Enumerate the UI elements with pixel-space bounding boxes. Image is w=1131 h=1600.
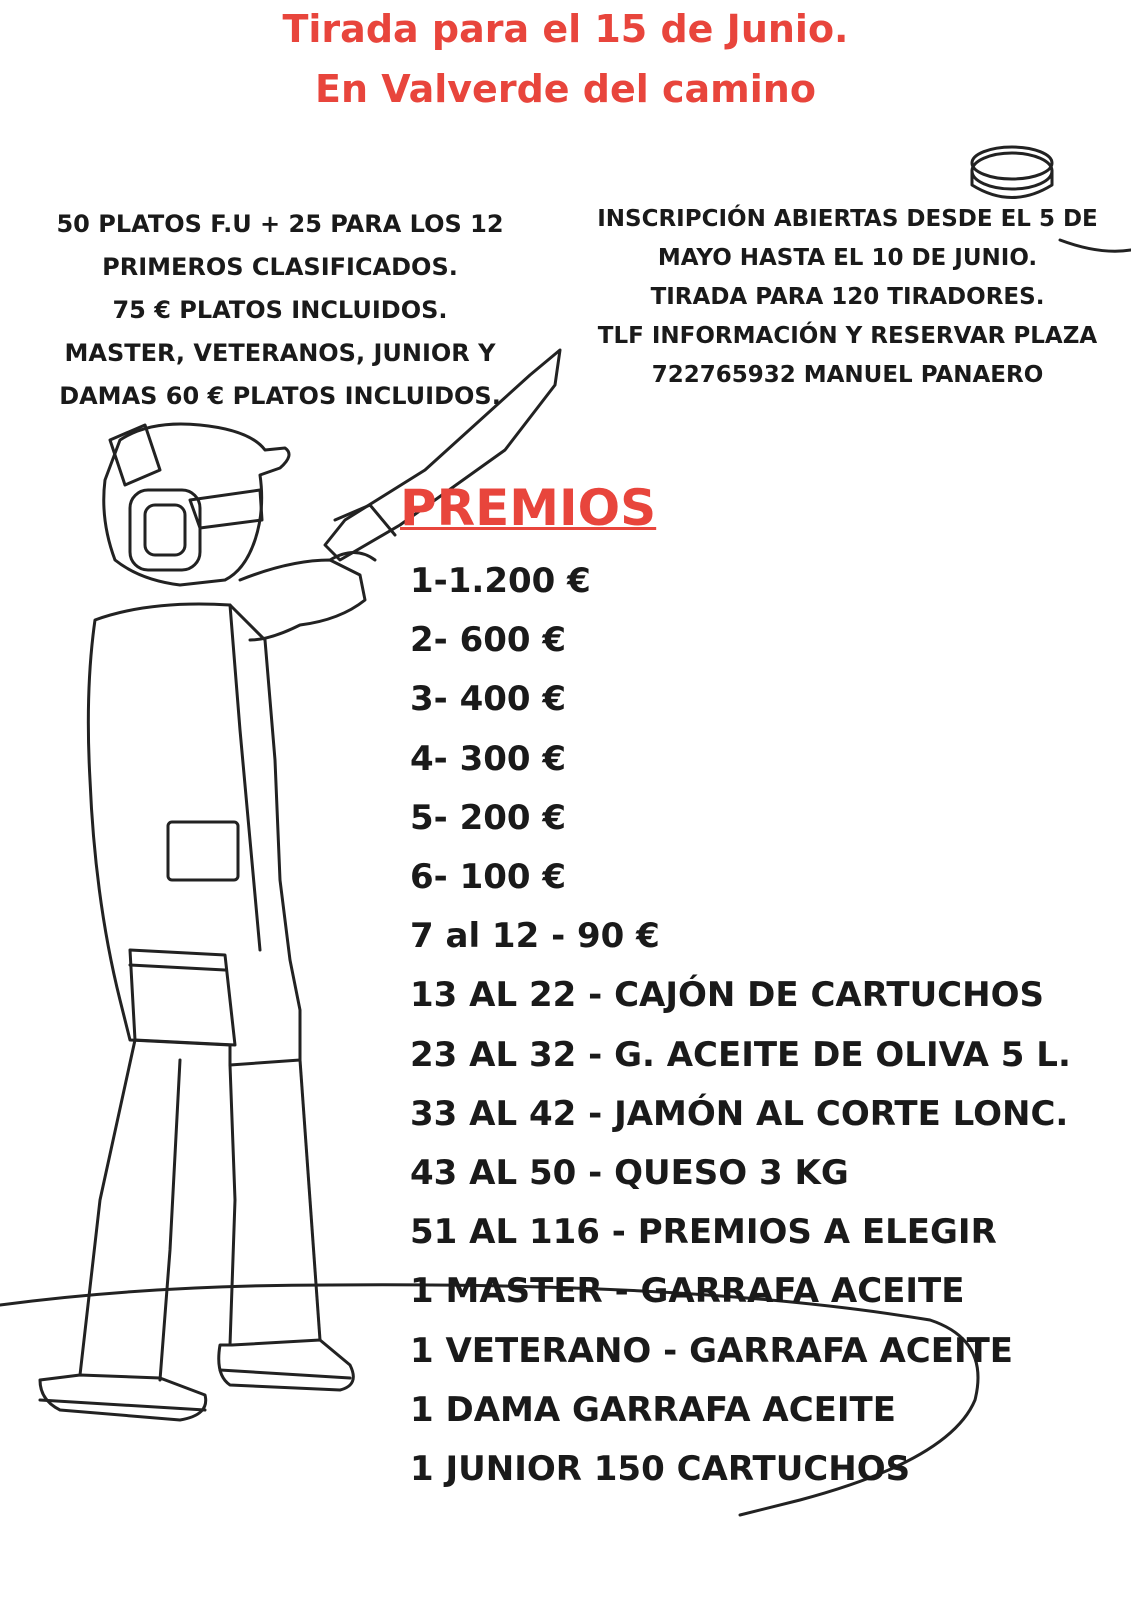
prize-item: 1 JUNIOR 150 CARTUCHOS [410, 1449, 911, 1490]
prize-item: 5- 200 € [410, 797, 567, 838]
title-line-1: Tirada para el 15 de Junio. [282, 7, 849, 51]
info-right-line: TLF INFORMACIÓN Y RESERVAR PLAZA [597, 323, 1098, 349]
info-right-line: INSCRIPCIÓN ABIERTAS DESDE EL 5 DE [597, 206, 1098, 232]
prize-item: 1 DAMA GARRAFA ACEITE [410, 1389, 896, 1430]
info-right-line: TIRADA PARA 120 TIRADORES. [650, 284, 1045, 310]
info-left-line: MASTER, VETERANOS, JUNIOR Y [64, 339, 496, 367]
info-left-line: PRIMEROS CLASIFICADOS. [102, 253, 458, 281]
prize-item: 1 MASTER - GARRAFA ACEITE [410, 1271, 965, 1312]
prize-item: 23 AL 32 - G. ACEITE DE OLIVA 5 L. [410, 1034, 1071, 1075]
prize-item: 33 AL 42 - JAMÓN AL CORTE LONC. [410, 1093, 1069, 1134]
info-right-line: 722765932 MANUEL PANAERO [651, 362, 1044, 388]
prize-item: 4- 300 € [410, 738, 567, 779]
title-line-2: En Valverde del camino [315, 67, 816, 111]
prize-list [410, 552, 1131, 1499]
prize-item: 7 al 12 - 90 € [410, 916, 660, 957]
info-left-block [10, 203, 550, 418]
info-right-block [570, 200, 1125, 395]
info-left-line: 75 € PLATOS INCLUIDOS. [112, 296, 448, 324]
prize-item: 51 AL 116 - PREMIOS A ELEGIR [410, 1212, 997, 1253]
premios-heading: PREMIOS [400, 479, 657, 537]
prize-item: 2- 600 € [410, 620, 567, 661]
prize-item: 43 AL 50 - QUESO 3 KG [410, 1153, 849, 1194]
info-left-line: 50 PLATOS F.U + 25 PARA LOS 12 [56, 210, 504, 238]
prize-item: 1 VETERANO - GARRAFA ACEITE [410, 1330, 1014, 1371]
prize-item: 6- 100 € [410, 857, 567, 898]
info-left-line: DAMAS 60 € PLATOS INCLUIDOS. [59, 382, 501, 410]
prize-item: 3- 400 € [410, 679, 567, 720]
prize-item: 1-1.200 € [410, 561, 591, 601]
info-right-line: MAYO HASTA EL 10 DE JUNIO. [657, 245, 1038, 271]
prize-item: 13 AL 22 - CAJÓN DE CARTUCHOS [410, 975, 1044, 1016]
